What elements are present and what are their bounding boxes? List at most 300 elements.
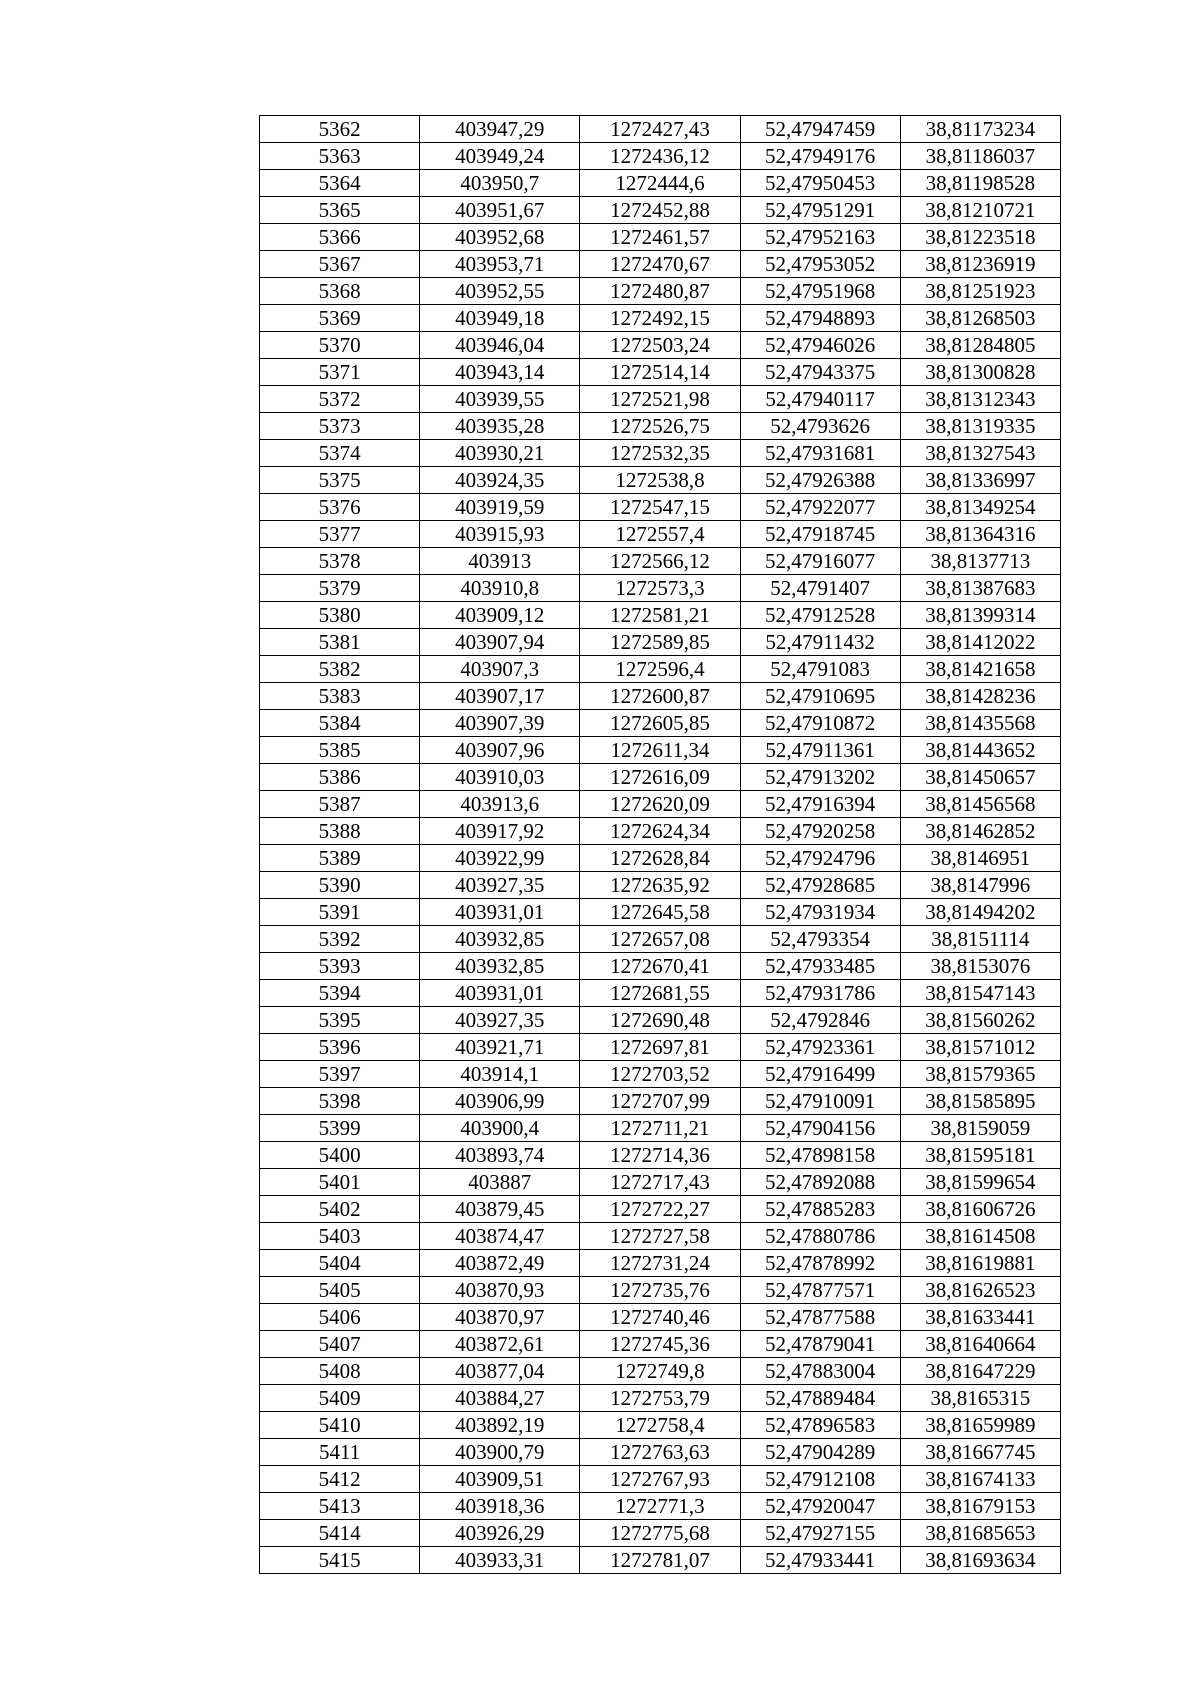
table-row bbox=[260, 1412, 1061, 1439]
latitude-cell: 52,47931934 bbox=[740, 899, 900, 926]
longitude-cell: 38,81619881 bbox=[900, 1250, 1060, 1277]
longitude-cell: 38,8137713 bbox=[900, 548, 1060, 575]
longitude-cell: 38,81640664 bbox=[900, 1331, 1060, 1358]
y-coordinate-cell: 1272745,36 bbox=[580, 1331, 740, 1358]
x-coordinate-cell: 403949,18 bbox=[420, 305, 580, 332]
x-coordinate-cell: 403879,45 bbox=[420, 1196, 580, 1223]
y-coordinate-cell: 1272600,87 bbox=[580, 683, 740, 710]
latitude-cell: 52,47923361 bbox=[740, 1034, 900, 1061]
y-coordinate-cell: 1272452,88 bbox=[580, 197, 740, 224]
y-coordinate-cell: 1272557,4 bbox=[580, 521, 740, 548]
longitude-cell: 38,81319335 bbox=[900, 413, 1060, 440]
table-row bbox=[260, 1493, 1061, 1520]
longitude-cell: 38,81626523 bbox=[900, 1277, 1060, 1304]
table-row bbox=[260, 1304, 1061, 1331]
x-coordinate-cell: 403947,29 bbox=[420, 116, 580, 143]
latitude-cell: 52,47953052 bbox=[740, 251, 900, 278]
y-coordinate-cell: 1272492,15 bbox=[580, 305, 740, 332]
longitude-cell: 38,81268503 bbox=[900, 305, 1060, 332]
y-coordinate-cell: 1272547,15 bbox=[580, 494, 740, 521]
table-row bbox=[260, 818, 1061, 845]
point-number-cell: 5362 bbox=[260, 116, 420, 143]
latitude-cell: 52,47896583 bbox=[740, 1412, 900, 1439]
x-coordinate-cell: 403910,8 bbox=[420, 575, 580, 602]
table-row bbox=[260, 494, 1061, 521]
table-row bbox=[260, 1547, 1061, 1574]
y-coordinate-cell: 1272670,41 bbox=[580, 953, 740, 980]
y-coordinate-cell: 1272514,14 bbox=[580, 359, 740, 386]
latitude-cell: 52,4792846 bbox=[740, 1007, 900, 1034]
table-row bbox=[260, 1061, 1061, 1088]
table-row bbox=[260, 413, 1061, 440]
point-number-cell: 5383 bbox=[260, 683, 420, 710]
point-number-cell: 5373 bbox=[260, 413, 420, 440]
table-row bbox=[260, 629, 1061, 656]
longitude-cell: 38,81659989 bbox=[900, 1412, 1060, 1439]
y-coordinate-cell: 1272620,09 bbox=[580, 791, 740, 818]
latitude-cell: 52,47949176 bbox=[740, 143, 900, 170]
longitude-cell: 38,81674133 bbox=[900, 1466, 1060, 1493]
y-coordinate-cell: 1272628,84 bbox=[580, 845, 740, 872]
x-coordinate-cell: 403884,27 bbox=[420, 1385, 580, 1412]
point-number-cell: 5377 bbox=[260, 521, 420, 548]
point-number-cell: 5389 bbox=[260, 845, 420, 872]
point-number-cell: 5368 bbox=[260, 278, 420, 305]
y-coordinate-cell: 1272717,43 bbox=[580, 1169, 740, 1196]
latitude-cell: 52,47910091 bbox=[740, 1088, 900, 1115]
point-number-cell: 5365 bbox=[260, 197, 420, 224]
longitude-cell: 38,8146951 bbox=[900, 845, 1060, 872]
y-coordinate-cell: 1272749,8 bbox=[580, 1358, 740, 1385]
table-row bbox=[260, 1088, 1061, 1115]
point-number-cell: 5363 bbox=[260, 143, 420, 170]
latitude-cell: 52,47912108 bbox=[740, 1466, 900, 1493]
latitude-cell: 52,47878992 bbox=[740, 1250, 900, 1277]
y-coordinate-cell: 1272581,21 bbox=[580, 602, 740, 629]
point-number-cell: 5399 bbox=[260, 1115, 420, 1142]
latitude-cell: 52,47948893 bbox=[740, 305, 900, 332]
y-coordinate-cell: 1272690,48 bbox=[580, 1007, 740, 1034]
x-coordinate-cell: 403952,55 bbox=[420, 278, 580, 305]
point-number-cell: 5391 bbox=[260, 899, 420, 926]
x-coordinate-cell: 403907,39 bbox=[420, 710, 580, 737]
y-coordinate-cell: 1272771,3 bbox=[580, 1493, 740, 1520]
latitude-cell: 52,47910695 bbox=[740, 683, 900, 710]
table-row bbox=[260, 197, 1061, 224]
latitude-cell: 52,47943375 bbox=[740, 359, 900, 386]
latitude-cell: 52,47946026 bbox=[740, 332, 900, 359]
point-number-cell: 5388 bbox=[260, 818, 420, 845]
latitude-cell: 52,47912528 bbox=[740, 602, 900, 629]
y-coordinate-cell: 1272645,58 bbox=[580, 899, 740, 926]
table-row bbox=[260, 440, 1061, 467]
y-coordinate-cell: 1272566,12 bbox=[580, 548, 740, 575]
latitude-cell: 52,47916499 bbox=[740, 1061, 900, 1088]
point-number-cell: 5404 bbox=[260, 1250, 420, 1277]
longitude-cell: 38,81494202 bbox=[900, 899, 1060, 926]
point-number-cell: 5412 bbox=[260, 1466, 420, 1493]
latitude-cell: 52,47952163 bbox=[740, 224, 900, 251]
latitude-cell: 52,47911361 bbox=[740, 737, 900, 764]
y-coordinate-cell: 1272657,08 bbox=[580, 926, 740, 953]
table-row bbox=[260, 1385, 1061, 1412]
longitude-cell: 38,81300828 bbox=[900, 359, 1060, 386]
y-coordinate-cell: 1272480,87 bbox=[580, 278, 740, 305]
latitude-cell: 52,47910872 bbox=[740, 710, 900, 737]
x-coordinate-cell: 403932,85 bbox=[420, 926, 580, 953]
y-coordinate-cell: 1272711,21 bbox=[580, 1115, 740, 1142]
x-coordinate-cell: 403922,99 bbox=[420, 845, 580, 872]
x-coordinate-cell: 403921,71 bbox=[420, 1034, 580, 1061]
latitude-cell: 52,47920047 bbox=[740, 1493, 900, 1520]
table-row bbox=[260, 521, 1061, 548]
table-row bbox=[260, 602, 1061, 629]
latitude-cell: 52,47933485 bbox=[740, 953, 900, 980]
latitude-cell: 52,47880786 bbox=[740, 1223, 900, 1250]
table-row bbox=[260, 926, 1061, 953]
point-number-cell: 5414 bbox=[260, 1520, 420, 1547]
latitude-cell: 52,47924796 bbox=[740, 845, 900, 872]
x-coordinate-cell: 403874,47 bbox=[420, 1223, 580, 1250]
point-number-cell: 5380 bbox=[260, 602, 420, 629]
table-row bbox=[260, 143, 1061, 170]
table-row bbox=[260, 1331, 1061, 1358]
latitude-cell: 52,4793626 bbox=[740, 413, 900, 440]
longitude-cell: 38,81599654 bbox=[900, 1169, 1060, 1196]
x-coordinate-cell: 403950,7 bbox=[420, 170, 580, 197]
point-number-cell: 5374 bbox=[260, 440, 420, 467]
y-coordinate-cell: 1272503,24 bbox=[580, 332, 740, 359]
table-row bbox=[260, 980, 1061, 1007]
point-number-cell: 5407 bbox=[260, 1331, 420, 1358]
latitude-cell: 52,47918745 bbox=[740, 521, 900, 548]
y-coordinate-cell: 1272740,46 bbox=[580, 1304, 740, 1331]
x-coordinate-cell: 403935,28 bbox=[420, 413, 580, 440]
longitude-cell: 38,8159059 bbox=[900, 1115, 1060, 1142]
x-coordinate-cell: 403900,4 bbox=[420, 1115, 580, 1142]
x-coordinate-cell: 403952,68 bbox=[420, 224, 580, 251]
longitude-cell: 38,81186037 bbox=[900, 143, 1060, 170]
table-row bbox=[260, 1358, 1061, 1385]
latitude-cell: 52,47892088 bbox=[740, 1169, 900, 1196]
longitude-cell: 38,81633441 bbox=[900, 1304, 1060, 1331]
x-coordinate-cell: 403887 bbox=[420, 1169, 580, 1196]
point-number-cell: 5370 bbox=[260, 332, 420, 359]
latitude-cell: 52,47883004 bbox=[740, 1358, 900, 1385]
point-number-cell: 5367 bbox=[260, 251, 420, 278]
longitude-cell: 38,81364316 bbox=[900, 521, 1060, 548]
x-coordinate-cell: 403918,36 bbox=[420, 1493, 580, 1520]
table-row bbox=[260, 116, 1061, 143]
y-coordinate-cell: 1272753,79 bbox=[580, 1385, 740, 1412]
point-number-cell: 5385 bbox=[260, 737, 420, 764]
table-row bbox=[260, 737, 1061, 764]
latitude-cell: 52,47920258 bbox=[740, 818, 900, 845]
x-coordinate-cell: 403951,67 bbox=[420, 197, 580, 224]
y-coordinate-cell: 1272703,52 bbox=[580, 1061, 740, 1088]
x-coordinate-cell: 403949,24 bbox=[420, 143, 580, 170]
table-row bbox=[260, 1142, 1061, 1169]
longitude-cell: 38,81284805 bbox=[900, 332, 1060, 359]
x-coordinate-cell: 403913,6 bbox=[420, 791, 580, 818]
table-row bbox=[260, 359, 1061, 386]
x-coordinate-cell: 403924,35 bbox=[420, 467, 580, 494]
table-row bbox=[260, 278, 1061, 305]
latitude-cell: 52,47877571 bbox=[740, 1277, 900, 1304]
longitude-cell: 38,8165315 bbox=[900, 1385, 1060, 1412]
x-coordinate-cell: 403926,29 bbox=[420, 1520, 580, 1547]
x-coordinate-cell: 403872,61 bbox=[420, 1331, 580, 1358]
x-coordinate-cell: 403900,79 bbox=[420, 1439, 580, 1466]
y-coordinate-cell: 1272735,76 bbox=[580, 1277, 740, 1304]
latitude-cell: 52,47950453 bbox=[740, 170, 900, 197]
x-coordinate-cell: 403943,14 bbox=[420, 359, 580, 386]
y-coordinate-cell: 1272731,24 bbox=[580, 1250, 740, 1277]
x-coordinate-cell: 403906,99 bbox=[420, 1088, 580, 1115]
table-row bbox=[260, 386, 1061, 413]
coordinates-table-body bbox=[260, 116, 1061, 1574]
x-coordinate-cell: 403892,19 bbox=[420, 1412, 580, 1439]
table-row bbox=[260, 224, 1061, 251]
latitude-cell: 52,4791407 bbox=[740, 575, 900, 602]
latitude-cell: 52,47951291 bbox=[740, 197, 900, 224]
y-coordinate-cell: 1272722,27 bbox=[580, 1196, 740, 1223]
y-coordinate-cell: 1272635,92 bbox=[580, 872, 740, 899]
latitude-cell: 52,4791083 bbox=[740, 656, 900, 683]
point-number-cell: 5379 bbox=[260, 575, 420, 602]
x-coordinate-cell: 403914,1 bbox=[420, 1061, 580, 1088]
point-number-cell: 5405 bbox=[260, 1277, 420, 1304]
latitude-cell: 52,47889484 bbox=[740, 1385, 900, 1412]
table-row bbox=[260, 683, 1061, 710]
longitude-cell: 38,81336997 bbox=[900, 467, 1060, 494]
point-number-cell: 5390 bbox=[260, 872, 420, 899]
table-row bbox=[260, 1196, 1061, 1223]
longitude-cell: 38,81399314 bbox=[900, 602, 1060, 629]
x-coordinate-cell: 403931,01 bbox=[420, 899, 580, 926]
table-row bbox=[260, 791, 1061, 818]
longitude-cell: 38,8153076 bbox=[900, 953, 1060, 980]
point-number-cell: 5376 bbox=[260, 494, 420, 521]
latitude-cell: 52,47904289 bbox=[740, 1439, 900, 1466]
y-coordinate-cell: 1272697,81 bbox=[580, 1034, 740, 1061]
y-coordinate-cell: 1272526,75 bbox=[580, 413, 740, 440]
table-row bbox=[260, 251, 1061, 278]
y-coordinate-cell: 1272436,12 bbox=[580, 143, 740, 170]
x-coordinate-cell: 403953,71 bbox=[420, 251, 580, 278]
point-number-cell: 5410 bbox=[260, 1412, 420, 1439]
y-coordinate-cell: 1272758,4 bbox=[580, 1412, 740, 1439]
x-coordinate-cell: 403927,35 bbox=[420, 1007, 580, 1034]
table-row bbox=[260, 1520, 1061, 1547]
y-coordinate-cell: 1272538,8 bbox=[580, 467, 740, 494]
table-row bbox=[260, 764, 1061, 791]
longitude-cell: 38,81595181 bbox=[900, 1142, 1060, 1169]
longitude-cell: 38,81443652 bbox=[900, 737, 1060, 764]
longitude-cell: 38,81667745 bbox=[900, 1439, 1060, 1466]
longitude-cell: 38,8147996 bbox=[900, 872, 1060, 899]
table-row bbox=[260, 656, 1061, 683]
longitude-cell: 38,81462852 bbox=[900, 818, 1060, 845]
table-row bbox=[260, 170, 1061, 197]
latitude-cell: 52,47926388 bbox=[740, 467, 900, 494]
point-number-cell: 5382 bbox=[260, 656, 420, 683]
longitude-cell: 38,81223518 bbox=[900, 224, 1060, 251]
latitude-cell: 52,47885283 bbox=[740, 1196, 900, 1223]
y-coordinate-cell: 1272781,07 bbox=[580, 1547, 740, 1574]
x-coordinate-cell: 403919,59 bbox=[420, 494, 580, 521]
y-coordinate-cell: 1272714,36 bbox=[580, 1142, 740, 1169]
longitude-cell: 38,81349254 bbox=[900, 494, 1060, 521]
table-row bbox=[260, 899, 1061, 926]
latitude-cell: 52,47931681 bbox=[740, 440, 900, 467]
y-coordinate-cell: 1272461,57 bbox=[580, 224, 740, 251]
latitude-cell: 52,47927155 bbox=[740, 1520, 900, 1547]
table-row bbox=[260, 845, 1061, 872]
longitude-cell: 38,81606726 bbox=[900, 1196, 1060, 1223]
x-coordinate-cell: 403917,92 bbox=[420, 818, 580, 845]
longitude-cell: 38,81679153 bbox=[900, 1493, 1060, 1520]
x-coordinate-cell: 403932,85 bbox=[420, 953, 580, 980]
x-coordinate-cell: 403913 bbox=[420, 548, 580, 575]
x-coordinate-cell: 403907,96 bbox=[420, 737, 580, 764]
point-number-cell: 5386 bbox=[260, 764, 420, 791]
x-coordinate-cell: 403893,74 bbox=[420, 1142, 580, 1169]
y-coordinate-cell: 1272605,85 bbox=[580, 710, 740, 737]
longitude-cell: 38,81236919 bbox=[900, 251, 1060, 278]
point-number-cell: 5400 bbox=[260, 1142, 420, 1169]
longitude-cell: 38,81693634 bbox=[900, 1547, 1060, 1574]
point-number-cell: 5375 bbox=[260, 467, 420, 494]
table-row bbox=[260, 710, 1061, 737]
y-coordinate-cell: 1272427,43 bbox=[580, 116, 740, 143]
latitude-cell: 52,47922077 bbox=[740, 494, 900, 521]
latitude-cell: 52,47916394 bbox=[740, 791, 900, 818]
x-coordinate-cell: 403946,04 bbox=[420, 332, 580, 359]
point-number-cell: 5415 bbox=[260, 1547, 420, 1574]
table-row bbox=[260, 872, 1061, 899]
x-coordinate-cell: 403930,21 bbox=[420, 440, 580, 467]
longitude-cell: 38,81312343 bbox=[900, 386, 1060, 413]
y-coordinate-cell: 1272727,58 bbox=[580, 1223, 740, 1250]
point-number-cell: 5372 bbox=[260, 386, 420, 413]
table-row bbox=[260, 1277, 1061, 1304]
y-coordinate-cell: 1272470,67 bbox=[580, 251, 740, 278]
coordinates-table bbox=[259, 115, 1061, 1574]
longitude-cell: 38,81571012 bbox=[900, 1034, 1060, 1061]
longitude-cell: 38,8151114 bbox=[900, 926, 1060, 953]
longitude-cell: 38,81456568 bbox=[900, 791, 1060, 818]
y-coordinate-cell: 1272707,99 bbox=[580, 1088, 740, 1115]
y-coordinate-cell: 1272767,93 bbox=[580, 1466, 740, 1493]
point-number-cell: 5394 bbox=[260, 980, 420, 1007]
table-row bbox=[260, 1007, 1061, 1034]
latitude-cell: 52,47898158 bbox=[740, 1142, 900, 1169]
longitude-cell: 38,81173234 bbox=[900, 116, 1060, 143]
latitude-cell: 52,47940117 bbox=[740, 386, 900, 413]
longitude-cell: 38,81585895 bbox=[900, 1088, 1060, 1115]
point-number-cell: 5387 bbox=[260, 791, 420, 818]
table-row bbox=[260, 1115, 1061, 1142]
point-number-cell: 5384 bbox=[260, 710, 420, 737]
y-coordinate-cell: 1272596,4 bbox=[580, 656, 740, 683]
x-coordinate-cell: 403909,51 bbox=[420, 1466, 580, 1493]
longitude-cell: 38,81428236 bbox=[900, 683, 1060, 710]
point-number-cell: 5396 bbox=[260, 1034, 420, 1061]
x-coordinate-cell: 403909,12 bbox=[420, 602, 580, 629]
point-number-cell: 5397 bbox=[260, 1061, 420, 1088]
longitude-cell: 38,81198528 bbox=[900, 170, 1060, 197]
point-number-cell: 5392 bbox=[260, 926, 420, 953]
y-coordinate-cell: 1272611,34 bbox=[580, 737, 740, 764]
y-coordinate-cell: 1272624,34 bbox=[580, 818, 740, 845]
table-row bbox=[260, 305, 1061, 332]
longitude-cell: 38,81251923 bbox=[900, 278, 1060, 305]
longitude-cell: 38,81614508 bbox=[900, 1223, 1060, 1250]
point-number-cell: 5406 bbox=[260, 1304, 420, 1331]
latitude-cell: 52,47879041 bbox=[740, 1331, 900, 1358]
longitude-cell: 38,81210721 bbox=[900, 197, 1060, 224]
latitude-cell: 52,47933441 bbox=[740, 1547, 900, 1574]
point-number-cell: 5364 bbox=[260, 170, 420, 197]
point-number-cell: 5395 bbox=[260, 1007, 420, 1034]
y-coordinate-cell: 1272589,85 bbox=[580, 629, 740, 656]
longitude-cell: 38,81421658 bbox=[900, 656, 1060, 683]
point-number-cell: 5369 bbox=[260, 305, 420, 332]
latitude-cell: 52,47931786 bbox=[740, 980, 900, 1007]
point-number-cell: 5409 bbox=[260, 1385, 420, 1412]
latitude-cell: 52,47877588 bbox=[740, 1304, 900, 1331]
latitude-cell: 52,47928685 bbox=[740, 872, 900, 899]
y-coordinate-cell: 1272573,3 bbox=[580, 575, 740, 602]
point-number-cell: 5378 bbox=[260, 548, 420, 575]
point-number-cell: 5411 bbox=[260, 1439, 420, 1466]
y-coordinate-cell: 1272616,09 bbox=[580, 764, 740, 791]
x-coordinate-cell: 403907,3 bbox=[420, 656, 580, 683]
x-coordinate-cell: 403870,93 bbox=[420, 1277, 580, 1304]
latitude-cell: 52,47951968 bbox=[740, 278, 900, 305]
table-row bbox=[260, 1034, 1061, 1061]
x-coordinate-cell: 403872,49 bbox=[420, 1250, 580, 1277]
x-coordinate-cell: 403907,17 bbox=[420, 683, 580, 710]
x-coordinate-cell: 403933,31 bbox=[420, 1547, 580, 1574]
x-coordinate-cell: 403927,35 bbox=[420, 872, 580, 899]
x-coordinate-cell: 403910,03 bbox=[420, 764, 580, 791]
longitude-cell: 38,81412022 bbox=[900, 629, 1060, 656]
longitude-cell: 38,81560262 bbox=[900, 1007, 1060, 1034]
x-coordinate-cell: 403870,97 bbox=[420, 1304, 580, 1331]
longitude-cell: 38,81327543 bbox=[900, 440, 1060, 467]
y-coordinate-cell: 1272775,68 bbox=[580, 1520, 740, 1547]
x-coordinate-cell: 403877,04 bbox=[420, 1358, 580, 1385]
table-row bbox=[260, 953, 1061, 980]
table-row bbox=[260, 1439, 1061, 1466]
table-row bbox=[260, 1223, 1061, 1250]
x-coordinate-cell: 403939,55 bbox=[420, 386, 580, 413]
point-number-cell: 5401 bbox=[260, 1169, 420, 1196]
point-number-cell: 5408 bbox=[260, 1358, 420, 1385]
table-row bbox=[260, 1250, 1061, 1277]
x-coordinate-cell: 403915,93 bbox=[420, 521, 580, 548]
table-row bbox=[260, 1466, 1061, 1493]
latitude-cell: 52,47947459 bbox=[740, 116, 900, 143]
point-number-cell: 5403 bbox=[260, 1223, 420, 1250]
point-number-cell: 5371 bbox=[260, 359, 420, 386]
latitude-cell: 52,47911432 bbox=[740, 629, 900, 656]
longitude-cell: 38,81685653 bbox=[900, 1520, 1060, 1547]
table-row bbox=[260, 575, 1061, 602]
point-number-cell: 5381 bbox=[260, 629, 420, 656]
